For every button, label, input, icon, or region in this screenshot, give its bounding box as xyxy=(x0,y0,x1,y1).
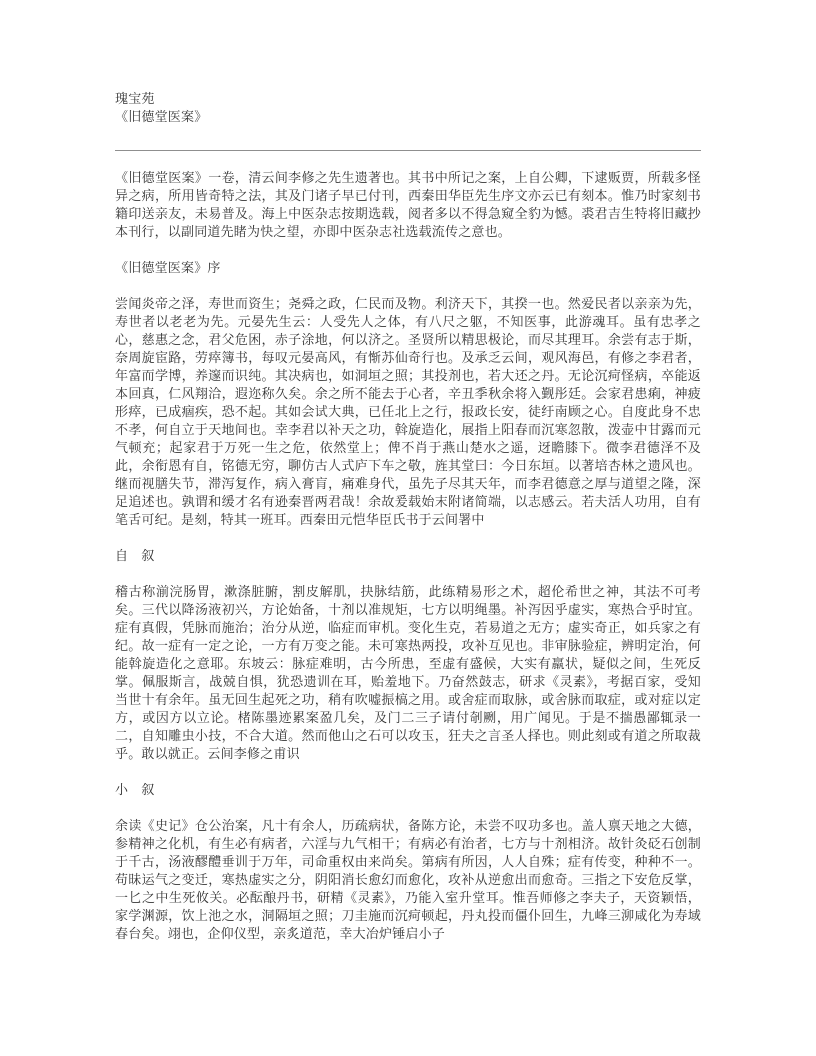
editor-note-paragraph: 《旧德堂医案》一卷，清云间李修之先生遗著也。其书中所记之案，上自公卿，下逮贩贾，所载多怪异之病，所用皆奇特之法，其及门诸子早已付刊，西秦田华臣先生序文亦云已有刻本。惟乃时家刻书籍印送亲友，未易普及。海上中医杂志按期选载，阅者多以不得急窥全豹为憾。裘君吉生特将旧藏抄本刊行，以副同道先睹为快之望，亦即中医杂志社选载流传之意也。 xyxy=(115,170,701,239)
separator-line xyxy=(115,142,701,151)
minor-preface-heading: 小 叙 xyxy=(115,782,155,797)
preface-paragraph: 尝闻炎帝之泽，寿世而资生；尧舜之政，仁民而及物。利济天下，其揆一也。然爱民者以亲亲为先，寿世者以老老为先。元晏先生云：人受先人之体，有八尺之躯，不知医事，此游魂耳。虽有忠孝之心，慈惠之念，君父危困，赤子涂地，何以济之。圣贤所以精思极论，而尽其理耳。余尝有志于斯，奈周旋宦路，劳瘁簿书，每叹元晏高风，有惭苏仙奇行也。及承乏云间，观风海邑，有修之李君者，年富而学博，养邃而识纯。其决病也，如洞垣之照；其投剂也，若大还之丹。无论沉疴怪病，卒能返本回真，仁风翔洽，遐迩称久矣。余之所不能去于心者，辛丑季秋余将入觐彤廷。会家君患痢，神疲形瘁，已成痼疾，恐不起。其如会试大典，已任北上之行，报政长安，徒纡南顾之心。自度此身不忠不孝，何自立于天地间也。幸李君以补天之功，斡旋造化，展指上阳春而沉寒忽散，泼壶中甘露而元气顿充；起家君于万死一生之危，依然堂上；俾不肖于燕山楚水之遥，迓瞻膝下。微李君德泽不及此，余衔恩有自，铭德无穷，聊仿古人式庐下车之敬，旌其堂曰：今日东垣。以著培杏林之遗风也。继而视膳失节，滞泻复作，病入膏肓，痛难身代，虽先子尽其天年，而李君德意之厚与道望之隆，深足追述也。孰谓和缓才名有逊秦晋两君哉！余故爰载始末附诸简端，以志感云。若夫活人功用，自有笔舌可纪。是刻，特其一班耳。西秦田元恺华臣氏书于云间署中 xyxy=(115,296,701,527)
book-title: 《旧德堂医案》 xyxy=(115,109,208,124)
preface-heading: 《旧德堂医案》序 xyxy=(115,260,221,275)
minor-preface-paragraph: 余读《史记》仓公治案，凡十有余人，历疏病状，备陈方论，未尝不叹功多也。盖人禀天地之大德，参精神之化机，有生必有病者，六淫与九气相干；有病必有治者，七方与十剂相济。故针灸砭石创制于千古，汤液醪醴垂训于万年，司命重权由来尚矣。第病有所因，人人自殊；症有传变，种种不一。苟昧运气之变迁，寒热虚实之分，阴阳消长愈幻而愈化，攻补从逆愈出而愈奇。三指之下安危反掌，一匕之中生死攸关。必酝酿丹书，研精《灵素》，乃能入室升堂耳。惟吾师修之李夫子，天资颖悟，家学渊源，饮上池之水，洞隔垣之照；刀圭施而沉疴顿起，丹丸投而僵仆回生，九峰三泖咸化为寿域春台矣。翊也，企仰仪型，亲炙道范，幸大冶炉锤启小子 xyxy=(115,818,701,941)
collection-title: 瑰宝苑 xyxy=(115,91,155,106)
self-preface-heading: 自 叙 xyxy=(115,548,155,563)
self-preface-paragraph: 稽古称湔浣肠胃，漱涤脏腑，割皮解肌，抉脉结筋，此练精易形之术，超伦希世之神，其法不可考矣。三代以降汤液初兴，方论始备，十剂以准规矩，七方以明绳墨。补泻因乎虚实，寒热合乎时宜。症有真假，凭脉而施治；治分从逆，临症而审机。变化生克，若易道之无方；虚实奇正，如兵家之有纪。故一症有一定之论，一方有万变之能。未可寒热两投，攻补互见也。非审脉验症，辨明定治，何能斡旋造化之意耶。东坡云：脉症难明，古今所患，至虚有盛候，大实有羸状，疑似之间，生死反掌。佩服斯言，战兢自惧，犹恐遗训在耳，贻羞地下。乃奋然鼓志，研求《灵素》，考据百家，受知当世十有余年。虽无回生起死之功，稍有吹嘘振槁之用。或舍症而取脉，或舍脉而取症，或对症以定方，或因方以立论。楮陈墨迹累案盈几矣，及门二三子请付剞劂，用广闻见。于是不揣愚鄙辄录一二，自知雕虫小技，不合大道。然而他山之石可以攻玉，狂夫之言圣人择也。则此刻或有道之所取裁乎。敢以就正。云间李修之甫识 xyxy=(115,584,701,761)
